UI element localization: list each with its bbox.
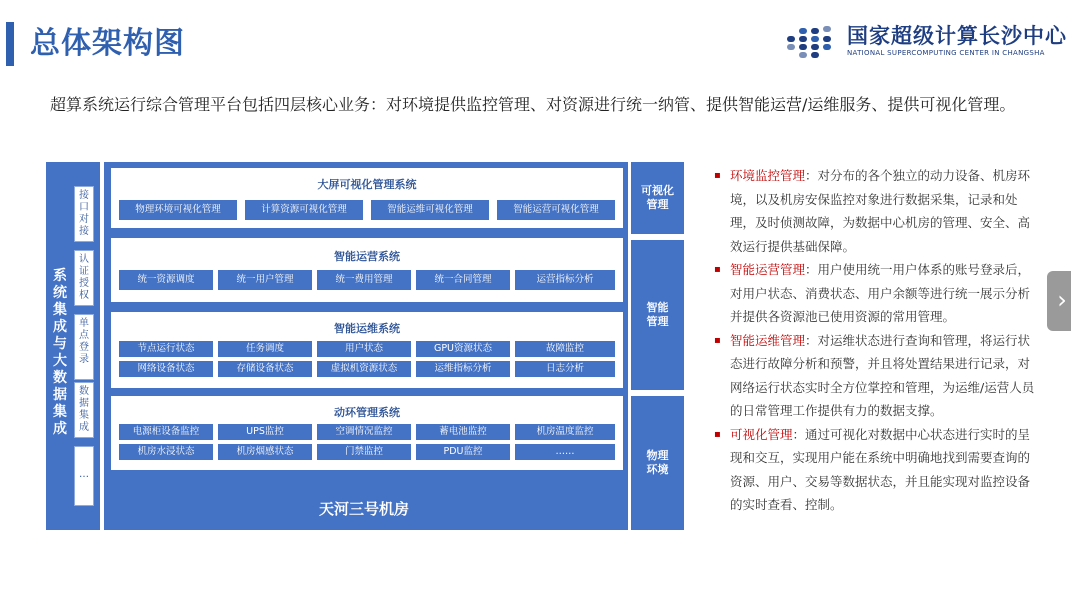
maintenance-item: 故障监控: [515, 341, 615, 357]
maintenance-item: 任务调度: [218, 341, 312, 357]
description-text: ：通过可视化对数据中心状态进行实时的呈现和交互，实现用户能在系统中明确地找到需要查询的资源、用户、交易等数据状态，并且能实现对监控设备的实时查看、控制。: [730, 426, 1031, 512]
description-list: [712, 164, 1042, 517]
description-item: [712, 423, 1042, 517]
visual-item: 计算资源可视化管理: [245, 200, 363, 220]
operation-layer-panel: [111, 238, 623, 302]
maintenance-item: 运维指标分析: [416, 361, 510, 377]
page-title: 总体架构图: [30, 26, 185, 61]
operation-item: 统一费用管理: [317, 270, 411, 290]
right-category-label: 可视化管理: [641, 184, 674, 211]
bullet-icon: ▪: [714, 264, 721, 275]
interface-item: 接口对接: [74, 186, 94, 242]
next-slide-button[interactable]: [1047, 271, 1071, 331]
right-category-box: [631, 396, 684, 530]
base-datacenter-label: 天河三号机房: [318, 500, 409, 518]
environment-item: 机房温度监控: [515, 424, 615, 440]
right-category-box: [631, 162, 684, 234]
interface-item: 认证授权: [74, 250, 94, 306]
operation-layer-title: 智能运营系统: [334, 250, 400, 263]
maintenance-item: 日志分析: [515, 361, 615, 377]
description-item: [712, 329, 1042, 423]
description-text: ：对分布的各个独立的动力设备、机房环境，以及机房安保监控对象进行数据采集，记录和处理，及时侦测故障，为数据中心机房的管理、安全、高效运行提供基础保障。: [730, 168, 1031, 254]
environment-layer-panel: [111, 396, 623, 470]
environment-item: ……: [515, 444, 615, 460]
interface-item: …: [74, 446, 94, 506]
environment-item: 门禁监控: [317, 444, 411, 460]
description-label: 智能运营管理: [730, 262, 806, 277]
environment-item: 机房烟感状态: [218, 444, 312, 460]
visual-item: 智能运营可视化管理: [497, 200, 615, 220]
description-item: [712, 258, 1042, 329]
visual-item: 物理环境可视化管理: [119, 200, 237, 220]
maintenance-item: GPU资源状态: [416, 341, 510, 357]
environment-item: PDU监控: [416, 444, 510, 460]
description-label: 智能运维管理: [730, 332, 806, 348]
right-category-label: 智能管理: [646, 301, 669, 328]
maintenance-item: 存储设备状态: [218, 361, 312, 377]
description-text: ：对运维状态进行查询和管理，将运行状态进行故障分析和预警，并且将处置结果进行记录，对网络运行状态实时全方位掌控和管理，为运维/运营人员的日常管理工作提供有力的数据支撑。: [730, 332, 1035, 418]
bullet-icon: ▪: [714, 334, 721, 346]
environment-item: 蓄电池监控: [416, 424, 510, 440]
logo-mark-icon: [785, 24, 841, 58]
operation-item: 统一资源调度: [119, 270, 213, 290]
maintenance-layer-panel: [111, 312, 623, 388]
operation-item: 统一合同管理: [416, 270, 510, 290]
maintenance-item: 网络设备状态: [119, 361, 213, 377]
interface-item: 单点登录: [74, 314, 94, 380]
chevron-right-icon: ›: [1057, 286, 1067, 314]
environment-layer-title: 动环管理系统: [334, 406, 400, 419]
description-label: 环境监控管理: [730, 168, 806, 183]
description-text: ：用户使用统一用户体系的账号登录后，对用户状态、消费状态、用户余额等进行统一展示分析并提供各资源池已使用资源的常用管理。: [730, 262, 1031, 324]
environment-item: UPS监控: [218, 424, 312, 440]
visual-layer-title: 大屏可视化管理系统: [317, 178, 417, 191]
right-category-label: 物理环境: [646, 449, 669, 476]
operation-item: 统一用户管理: [218, 270, 312, 290]
maintenance-item: 虚拟机资源状态: [317, 361, 411, 377]
environment-item: 机房水浸状态: [119, 444, 213, 460]
bullet-icon: ▪: [714, 170, 721, 181]
description-label: 可视化管理: [730, 426, 793, 442]
right-category-box: [631, 240, 684, 390]
intro-text: 超算系统运行综合管理平台包括四层核心业务：对环境提供监控管理、对资源进行统一纳管、提供智能运营/运维服务、提供可视化管理。: [50, 95, 1016, 114]
interface-item: 数据集成: [74, 382, 94, 438]
maintenance-layer-title: 智能运维系统: [334, 322, 400, 335]
system-integration-title: 系统集成与大数据集成: [53, 268, 67, 437]
environment-item: 空调情况监控: [317, 424, 411, 440]
logo: [785, 20, 1067, 64]
operation-item: 运营指标分析: [515, 270, 615, 290]
maintenance-item: 用户状态: [317, 341, 411, 357]
environment-item: 电源柜设备监控: [119, 424, 213, 440]
description-item: [712, 164, 1042, 258]
logo-text-cn: 国家超级计算长沙中心: [847, 24, 1067, 48]
logo-text-en: NATIONAL SUPERCOMPUTING CENTER IN CHANGSHA: [847, 49, 1045, 57]
visual-item: 智能运维可视化管理: [371, 200, 489, 220]
title-accent-bar: [6, 22, 14, 66]
visual-layer-panel: [111, 168, 623, 228]
maintenance-item: 节点运行状态: [119, 341, 213, 357]
bullet-icon: ▪: [714, 428, 721, 440]
